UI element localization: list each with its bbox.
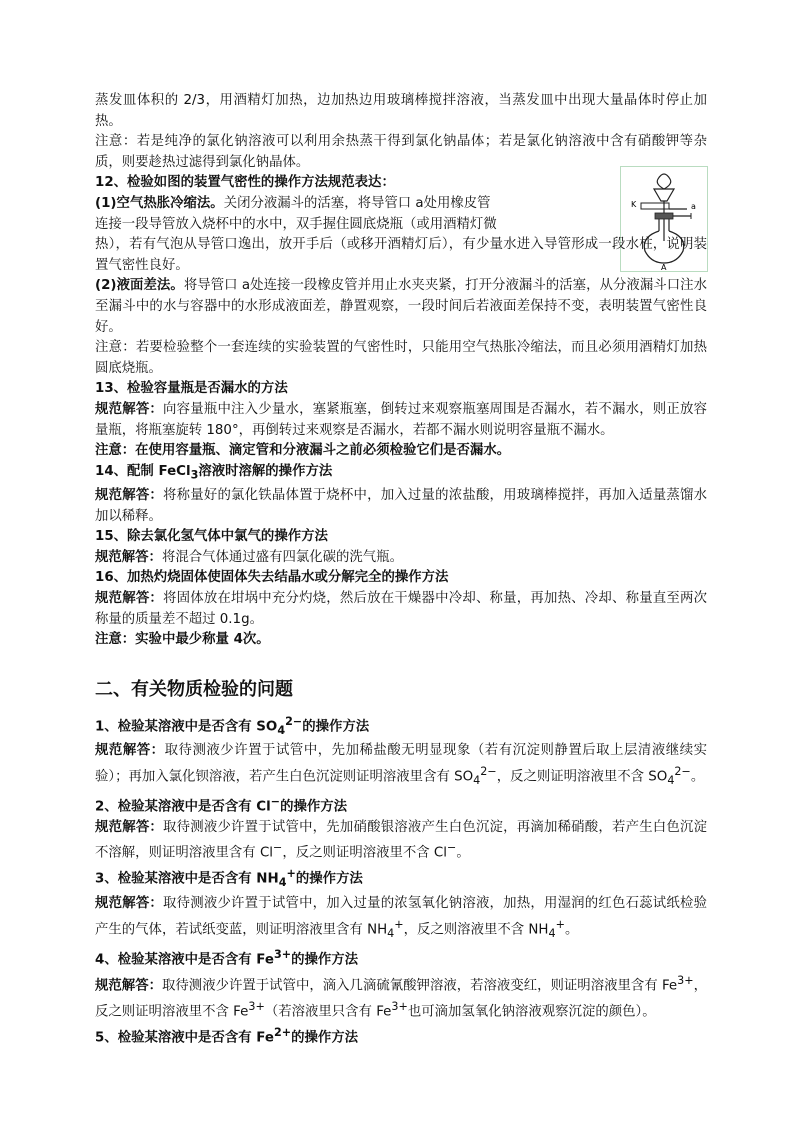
s2-item4-title bbox=[95, 945, 707, 971]
s2-item3-title-a: 3、检验某溶液中是否含有 NH bbox=[95, 871, 279, 887]
q16-answer-label: 规范解答： bbox=[95, 590, 164, 606]
s2-item5-title-b: 的操作方法 bbox=[291, 1030, 359, 1046]
q14-answer-text: 将称量好的氯化铁晶体置于烧杯中，加入过量的浓盐酸，用玻璃棒搅拌，再加入适量蒸馏水加以稀释。 bbox=[95, 487, 708, 524]
s2-item4-sup1: 3+ bbox=[677, 973, 694, 987]
q12-method2 bbox=[95, 276, 707, 338]
s2-item4-sup3: 3+ bbox=[391, 999, 408, 1013]
s2-item1-sup1: 2− bbox=[480, 765, 497, 779]
s2-item1-sup2: 2− bbox=[674, 765, 691, 779]
label-A: A bbox=[661, 263, 667, 271]
s2-item5-title-sup: 2+ bbox=[273, 1025, 292, 1039]
q13-answer bbox=[95, 400, 707, 441]
s2-item5-title bbox=[95, 1023, 707, 1049]
intro-paragraph: 蒸发皿体积的 2/3，用酒精灯加热，边加热边用玻璃棒搅拌溶液，当蒸发皿中出现大量晶体时停止加热。 bbox=[95, 93, 707, 129]
q16-answer-text: 将固体放在坩埚中充分灼烧，然后放在干燥器中冷却、称量，再加热、冷却、称量直至两次称量的质量差不超过 0.1g。 bbox=[95, 590, 708, 627]
s2-item1-sub1: 4 bbox=[473, 774, 481, 788]
s2-item3-sup1: + bbox=[394, 917, 404, 931]
s2-item1-title-sup: 2− bbox=[285, 714, 303, 728]
s2-item4-answer-d: 也可滴加氢氧化钠溶液观察沉淀的颜色）。 bbox=[407, 1004, 656, 1020]
q14-title-sub: 3 bbox=[190, 468, 199, 482]
s2-item3-title-sup: + bbox=[286, 867, 296, 881]
q12-method1-line3: 热），若有气泡从导管口逸出，放开手后（或移开酒精灯后），有少量水进入导管形成一段水柱，说明装置气密性良好。 bbox=[95, 237, 707, 273]
s2-item1-answer-c: 。 bbox=[690, 769, 705, 785]
s2-item4-answer-b: ，反之则证明溶液里不含 Fe bbox=[95, 978, 708, 1020]
s2-item1-sub2: 4 bbox=[667, 774, 675, 788]
q12-method1-label: (1)空气热胀冷缩法。 bbox=[95, 195, 224, 211]
s2-item3-title-sub: 4 bbox=[278, 876, 287, 890]
s2-item3-answer-label: 规范解答： bbox=[95, 896, 164, 912]
q13-answer-label: 规范解答： bbox=[95, 401, 164, 417]
s2-item2-answer-b: ，反之则证明溶液里不含 Cl bbox=[282, 845, 447, 861]
s2-item2-answer-label: 规范解答： bbox=[95, 819, 164, 835]
q15-answer-text: 将混合气体通过盛有四氯化碳的洗气瓶。 bbox=[161, 549, 403, 565]
q14-title bbox=[95, 462, 707, 486]
s2-item2-title-b: 的操作方法 bbox=[280, 799, 348, 815]
s2-item4-title-sup: 3+ bbox=[273, 947, 292, 961]
q15-answer-label: 规范解答： bbox=[95, 549, 162, 565]
q13-title: 13、检验容量瓶是否漏水的方法 bbox=[95, 381, 288, 397]
q14-title-b: 溶液时溶解的操作方法 bbox=[198, 463, 333, 479]
intro-note: 注意：若是纯净的氯化钠溶液可以利用余热蒸干得到氯化钠晶体；若是氯化钠溶液中含有硝酸钾等杂质，则要趁热过滤得到氯化钠晶体。 bbox=[95, 134, 707, 170]
q13-note: 注意：在使用容量瓶、滴定管和分液漏斗之前必须检验它们是否漏水。 bbox=[95, 443, 511, 459]
s2-item1-title-a: 1、检验某溶液中是否含有 SO bbox=[95, 719, 278, 735]
s2-item2-answer bbox=[95, 818, 707, 865]
s2-item1-title-b: 的操作方法 bbox=[302, 719, 370, 735]
q13-answer-text: 向容量瓶中注入少量水，塞紧瓶塞，倒转过来观察瓶塞周围是否漏水，若不漏水，则正放容量瓶，将瓶塞旋转 180°，再倒转过来观察是否漏水，若都不漏水则说明容量瓶不漏水。 bbox=[95, 401, 708, 438]
q14-answer bbox=[95, 486, 707, 527]
s2-item2-title bbox=[95, 792, 707, 818]
s2-item2-title-sup: − bbox=[270, 794, 281, 808]
q16-title: 16、加热灼烧固体使固体失去结晶水或分解完全的操作方法 bbox=[95, 570, 449, 586]
content-column bbox=[95, 91, 707, 1049]
q12-title: 12、检验如图的装置气密性的操作方法规范表达： bbox=[95, 175, 395, 191]
s2-item4-sup2: 3+ bbox=[248, 999, 265, 1013]
q12-method1-line1 bbox=[95, 194, 615, 215]
s2-item1-answer-a: 取待测液少许置于试管中，先加稀盐酸无明显现象（若有沉淀则静置后取上层清液继续实验）；再加入氯化钡溶液，若产生白色沉淀则证明溶液里含有 SO bbox=[95, 743, 708, 785]
s2-item3-sub1: 4 bbox=[387, 926, 395, 940]
s2-item2-answer-c: 。 bbox=[456, 845, 470, 861]
s2-item2-title-a: 2、检验某溶液中是否含有 Cl bbox=[95, 799, 271, 815]
q12-method2-label: (2)液面差法。 bbox=[95, 278, 184, 294]
s2-item1-title bbox=[95, 712, 707, 742]
s2-item3-sub2: 4 bbox=[548, 926, 556, 940]
section2-title: 二、有关物质检验的问题 bbox=[95, 678, 293, 700]
s2-item5-title-a: 5、检验某溶液中是否含有 Fe bbox=[95, 1030, 274, 1046]
s2-item3-answer-a: 取待测液少许置于试管中，加入过量的浓氢氧化钠溶液，加热，用湿润的红色石蕊试纸检验产生的气体，若试纸变蓝，则证明溶液里含有 NH bbox=[95, 896, 708, 938]
q12-note: 注意：若要检验整个一套连续的实验装置的气密性时，只能用空气热胀冷缩法，而且必须用酒精灯加热圆底烧瓶。 bbox=[95, 340, 707, 376]
s2-item1-answer-label: 规范解答： bbox=[95, 743, 165, 759]
s2-item1-title-sub: 4 bbox=[277, 723, 286, 737]
s2-item2-answer-a: 取待测液少许置于试管中，先加硝酸银溶液产生白色沉淀，再滴加稀硝酸，若产生白色沉淀不溶解，则证明溶液里含有 Cl bbox=[95, 819, 708, 861]
s2-item4-answer-a: 取待测液少许置于试管中，滴入几滴硫氰酸钾溶液，若溶液变红，则证明溶液里含有 Fe bbox=[162, 978, 678, 994]
s2-item1-answer-b: ，反之则证明溶液里不含 SO bbox=[496, 769, 668, 785]
label-k: K bbox=[631, 200, 637, 209]
s2-item3-answer bbox=[95, 894, 707, 944]
s2-item3-title bbox=[95, 864, 707, 894]
s2-item4-answer-label: 规范解答： bbox=[95, 978, 162, 994]
s2-item4-title-a: 4、检验某溶液中是否含有 Fe bbox=[95, 952, 274, 968]
q15-answer bbox=[95, 548, 707, 569]
s2-item3-answer-b: ，反之则溶液里不含 NH bbox=[403, 922, 549, 938]
section-gap bbox=[95, 651, 707, 662]
q16-answer bbox=[95, 589, 707, 630]
s2-item3-title-b: 的操作方法 bbox=[295, 871, 363, 887]
s2-item3-answer-c: 。 bbox=[564, 922, 579, 938]
label-a: a bbox=[691, 202, 696, 211]
s2-item4-answer bbox=[95, 971, 707, 1023]
q12-method1-text-a: 关闭分液漏斗的活塞，将导管口 a处用橡皮管 bbox=[223, 195, 491, 211]
s2-item2-sup1: − bbox=[273, 841, 283, 855]
q12-method2-text: 将导管口 a处连接一段橡皮管并用止水夹夹紧，打开分液漏斗的活塞，从分液漏斗口注水至漏斗中的水与容器中的水形成液面差，静置观察，一段时间后若液面差保持不变，表明装置气密性良好。 bbox=[95, 278, 707, 335]
q16-note: 注意：实验中最少称量 4次。 bbox=[95, 632, 270, 648]
q14-answer-label: 规范解答： bbox=[95, 487, 164, 503]
s2-item3-sup2: + bbox=[555, 917, 565, 931]
s2-item4-title-b: 的操作方法 bbox=[291, 952, 359, 968]
q15-title: 15、除去氯化氢气体中氯气的操作方法 bbox=[95, 529, 328, 545]
s2-item1-answer bbox=[95, 741, 707, 791]
q14-title-a: 14、配制 FeCl bbox=[95, 463, 191, 479]
q12-method1-line2: 连接一段导管放入烧杯中的水中，双手握住圆底烧瓶（或用酒精灯微 bbox=[95, 216, 497, 232]
s2-item2-sup2: − bbox=[447, 841, 457, 855]
s2-item4-answer-c: （若溶液里只含有 Fe bbox=[264, 1004, 392, 1020]
